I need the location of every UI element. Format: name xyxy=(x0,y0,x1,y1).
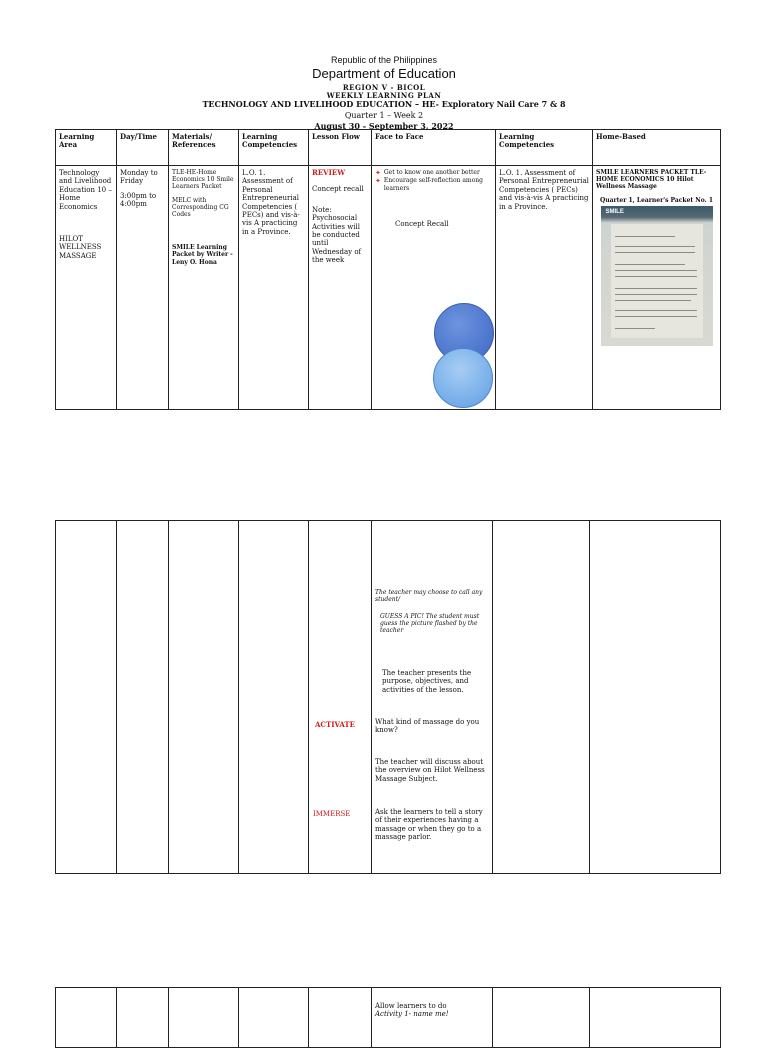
bullet-icon: ✦ xyxy=(375,177,381,186)
header-competencies: Learning Competencies xyxy=(239,130,309,166)
header-competencies-2: Learning Competencies xyxy=(496,130,593,166)
cell-home-based xyxy=(593,166,721,410)
f2f-call-student: The teacher may choose to call any student/ xyxy=(375,589,483,604)
materials-3: SMILE Learning Packet by Writer -Leny O. Hona xyxy=(172,244,233,266)
cell-lesson-flow xyxy=(309,166,372,410)
cell-empty xyxy=(56,521,117,874)
weekly-plan-table xyxy=(55,129,721,410)
f2f-purpose: The teacher presents the purpose, objectives, and activities of the lesson. xyxy=(382,669,472,694)
header-home-based: Home-Based xyxy=(593,130,721,166)
header-plan: WEEKLY LEARNING PLAN xyxy=(326,91,442,100)
f2f-guess-pic: GUESS A PIC! The student must guess the picture flashed by the teacher xyxy=(380,613,480,635)
cell-materials xyxy=(169,166,239,410)
time-text: 3:00pm to 4:00pm xyxy=(120,191,157,209)
materials-2: MELC with Corresponding CG Codes xyxy=(172,196,229,218)
learning-area-sub: HILOT WELLNESS MASSAGE xyxy=(59,234,102,260)
home-title: SMILE LEARNERS PACKET TLE-HOME ECONOMICS 10 Hilot Wellness Massage xyxy=(596,169,707,191)
cell-learning-area xyxy=(56,166,117,410)
review-text: Concept recall xyxy=(312,185,364,194)
immerse-label: IMMERSE xyxy=(313,810,351,818)
header-quarter: Quarter 1 – Week 2 xyxy=(344,111,424,120)
header-department: Department of Education xyxy=(312,66,456,81)
cell-empty xyxy=(590,521,721,874)
day-text: Monday to Friday xyxy=(120,169,158,186)
cell-empty xyxy=(590,988,721,1048)
weekly-plan-table-continued xyxy=(55,520,721,874)
cell-empty xyxy=(493,988,590,1048)
header-materials: Materials/ References xyxy=(169,130,239,166)
header-republic: Republic of the Philippines xyxy=(330,55,438,65)
list-item: ✦ Get to know one another better xyxy=(375,169,480,177)
table-row xyxy=(56,521,721,874)
f2f-story: Ask the learners to tell a story of their experiences having a massage or when they go to a massage parlor. xyxy=(375,808,483,842)
header-dates: August 30 - September 3, 2022 xyxy=(314,121,454,131)
cell-empty xyxy=(309,988,372,1048)
learning-area-text: Technology and Livelihood Education 10 – Home Economics xyxy=(59,169,112,211)
packet-logo-text: SMILE xyxy=(605,208,624,215)
header-learning-area: Learning Area xyxy=(56,130,117,166)
weekly-plan-table-partial xyxy=(55,987,721,1048)
f2f-allow: Allow learners to do xyxy=(375,1002,447,1010)
review-label: REVIEW xyxy=(312,168,346,177)
list-item: ✦ Encourage self-reflection among learners xyxy=(375,177,483,192)
cell-empty xyxy=(239,521,309,874)
cell-lesson-flow xyxy=(309,521,372,874)
decorative-circle-light xyxy=(433,348,493,408)
cell-competency: L.O. 1. Assessment of Personal Entrepreneurial Competencies ( PECs) and vis-à-vis A practicing in a Province. xyxy=(239,166,309,410)
cell-face-to-face xyxy=(372,988,493,1048)
f2f-discuss: The teacher will discuss about the overview on Hilot Wellness Massage Subject. xyxy=(375,758,485,783)
cell-competency-2: L.O. 1. Assessment of Personal Entrepreneurial Competencies ( PECs) and vis-à-vis A practicing in a Province. xyxy=(496,166,593,410)
home-caption: Quarter 1, Learner's Packet No. 1 xyxy=(599,196,714,204)
activate-label: ACTIVATE xyxy=(315,720,355,729)
cell-empty xyxy=(169,988,239,1048)
cell-face-to-face xyxy=(372,521,493,874)
flow-note: Note: Psychosocial Activities will be conducted until Wednesday of the week xyxy=(312,205,362,265)
header-subject: TECHNOLOGY AND LIVELIHOOD EDUCATION – HE- Exploratory Nail Care 7 & 8 xyxy=(202,99,566,109)
cell-empty xyxy=(493,521,590,874)
table-header-row xyxy=(56,130,721,166)
header-face-to-face: Face to Face xyxy=(372,130,496,166)
bullet-icon: ✦ xyxy=(375,169,381,177)
cell-empty xyxy=(117,521,169,874)
materials-1: TLE-HE-Home Economics 10 Smile Learners Packet xyxy=(172,169,234,191)
learner-packet-image xyxy=(601,206,713,346)
cell-empty xyxy=(56,988,117,1048)
table-row xyxy=(56,988,721,1048)
header-lesson-flow: Lesson Flow xyxy=(309,130,372,166)
concept-recall: Concept Recall xyxy=(395,219,449,228)
cell-empty xyxy=(117,988,169,1048)
f2f-activity: Activity 1- name me! xyxy=(375,1010,449,1019)
cell-empty xyxy=(239,988,309,1048)
cell-day-time xyxy=(117,166,169,410)
cell-empty xyxy=(169,521,239,874)
table-row xyxy=(56,166,721,410)
header-region: REGION V - BICOL xyxy=(342,83,426,92)
header-day-time: Day/Time xyxy=(117,130,169,166)
f2f-question: What kind of massage do you know? xyxy=(375,718,480,735)
